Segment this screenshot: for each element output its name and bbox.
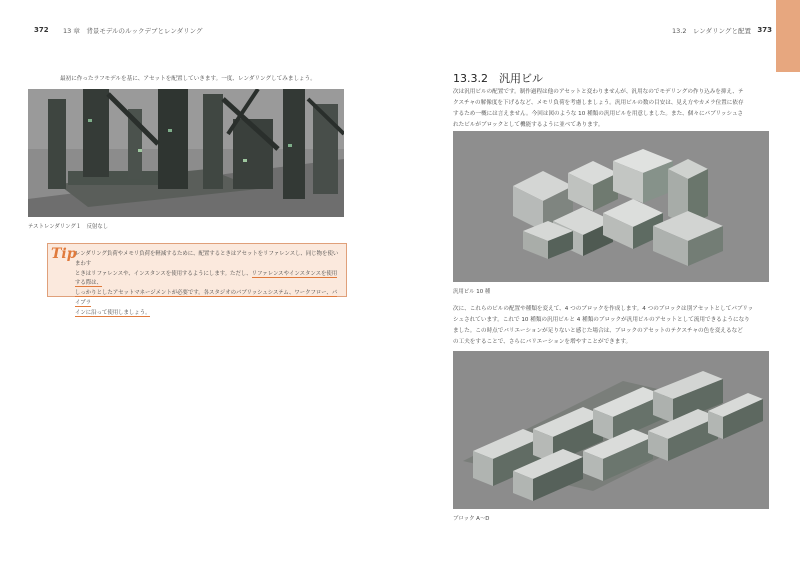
paragraph-2-line: の工夫をすることで、さらにバリエーションを増やすことができます。 — [453, 339, 632, 345]
paragraph-2-line: 次に、これらのビルの配置や種類を変えて、4 つのブロックを作成します。4 つのブロックは別アセットとしてパブリッ — [453, 306, 754, 312]
tip-line-3 — [75, 289, 341, 309]
test-render-image — [28, 89, 344, 217]
tip-line-4-text: インに沿って使用しましょう。 — [75, 309, 151, 316]
paragraph-1-line: れたビルがブロックとして機能するように並べてあります。 — [453, 122, 604, 128]
section-title: 13.3.2 汎用ビル — [453, 72, 543, 85]
tip-line-1: レンダリング負荷やメモリ負荷を軽減するために、配置するときはアセットをリファレンスし、同じ物を使いまわす — [75, 251, 339, 267]
blocks-image — [453, 351, 769, 509]
right-page-number: 373 — [757, 26, 772, 34]
paragraph-1-line: クスチャの解像度を下げるなど、メモリ負荷を考慮しましょう。汎用ビルの数の目安は、見え方やカメラ位置に依存 — [453, 100, 744, 106]
tip-box — [47, 243, 347, 316]
tip-line-3-post: 各スタジオのパブリッシュシステム、ワークフロー、パイプラ — [75, 290, 338, 306]
paragraph-2 — [453, 304, 773, 348]
tip-line-3-underlined: しっかりとしたアセットマネージメントが必要です。 — [75, 290, 204, 297]
paragraph-1-line: するため一概には言えません。今回は図のような 10 種類の汎用ビルを用意しました。また、個々にパブリッシュさ — [453, 111, 744, 117]
tip-line-4 — [75, 309, 341, 319]
paragraph-2-line: ました。この時点でバリエーションが足りないと感じた場合は、ブロックのアセットのテクスチャの色を変えるなど — [453, 328, 743, 334]
left-page-number: 372 — [34, 26, 49, 34]
tip-line-2-pre: ときはリファレンスや、インスタンスを使用するようにします。ただし、 — [75, 270, 252, 277]
paragraph-1-line: 次は汎用ビルの配置です。制作過程は他のアセットと変わりませんが、汎用なのでモデリングの作り込みを抑え、テ — [453, 89, 744, 95]
blocks-illustration — [453, 351, 769, 509]
paragraph-1 — [453, 87, 773, 131]
generic-buildings-illustration — [453, 131, 769, 282]
tip-line-2-underlined: リファレンスやインスタンスを使用する際は、 — [75, 270, 338, 287]
section-header: 13.2 レンダリングと配置 — [672, 27, 752, 35]
paragraph-2-line: シュされています。これで 10 種類の汎用ビルと 4 種類のブロックが汎用ビルのアセットとして流用できるようになり — [453, 317, 750, 323]
chapter-header: 13 章 背景モデルのルックデブとレンダリング — [63, 27, 203, 35]
generic-buildings-image — [453, 131, 769, 282]
generic-buildings-caption: 汎用ビル 10 種 — [453, 289, 491, 295]
tip-label: Tip — [51, 246, 77, 262]
tip-line-2 — [75, 270, 341, 290]
test-render-caption: テストレンダリング１ 反射なし — [28, 224, 109, 230]
chapter-tab — [776, 0, 800, 72]
tip-text — [75, 250, 341, 319]
intro-text: 最初に作ったラフモデルを基に、アセットを配置していきます。一度、レンダリングしてみましょう。 — [60, 76, 316, 82]
blocks-caption: ブロック A〜D — [453, 516, 490, 522]
test-render-illustration — [28, 89, 344, 217]
